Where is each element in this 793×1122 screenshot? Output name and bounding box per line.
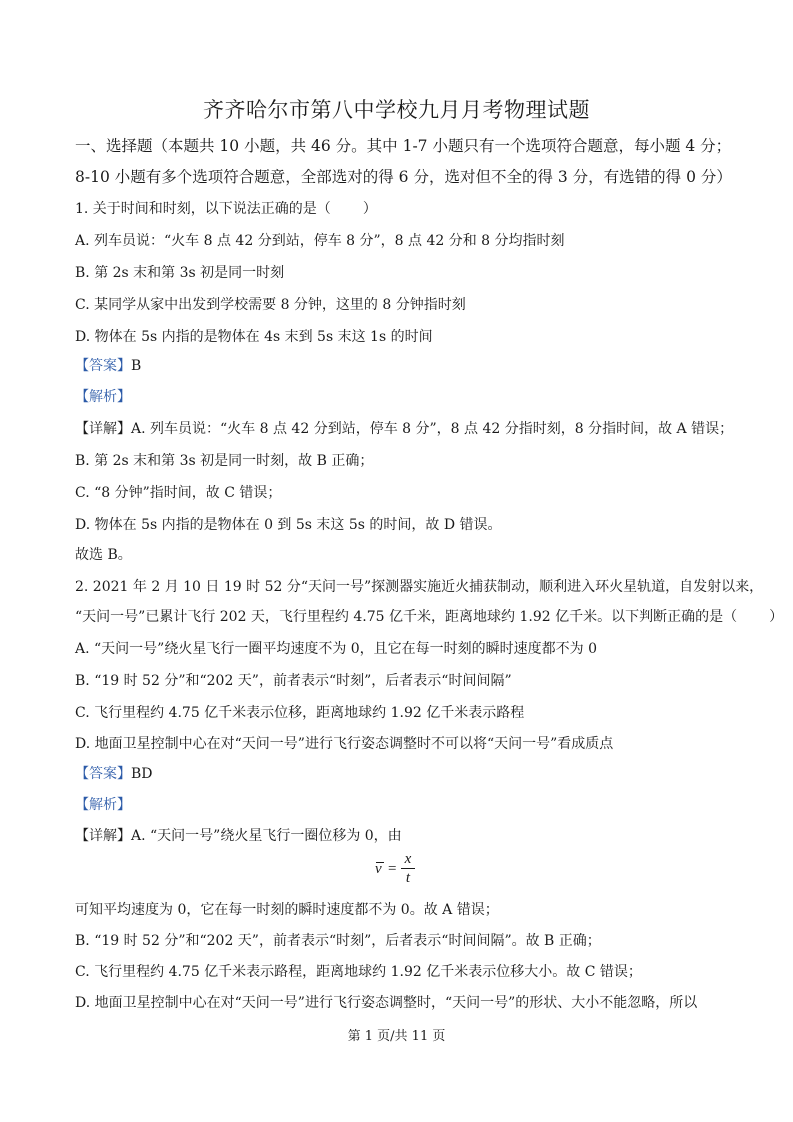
q1-option-c: C. 某同学从家中出发到学校需要 8 分钟，这里的 8 分钟指时刻 <box>75 297 466 313</box>
formula-lhs-symbol: v <box>375 861 382 877</box>
q2-stem-line2 <box>75 608 783 626</box>
q2-detail1-text: A. “天问一号”绕火星飞行一圈位移为 0，由 <box>131 828 402 844</box>
q2-detail4: C. 飞行里程约 4.75 亿千米表示路程，距离地球约 1.92 亿千米表示位移大小。故 C 错误； <box>75 964 642 980</box>
formula-denominator: t <box>405 870 411 886</box>
q1-answer <box>75 357 141 375</box>
formula-equals: = <box>388 861 397 877</box>
q1-detail1-text: A. 列车员说：“火车 8 点 42 分到站，停车 8 分”，8 点 42 分指时刻，8 分指时间，故 A 错误； <box>131 421 734 437</box>
q1-option-d: D. 物体在 5s 内指的是物体在 4s 末到 5s 末这 1s 的时间 <box>75 329 433 345</box>
q2-option-d: D. 地面卫星控制中心在对“天问一号”进行飞行姿态调整时不可以将“天问一号”看成质点 <box>75 736 614 752</box>
q1-answer-tag: 【答案】 <box>75 358 131 374</box>
q2-answer-tag: 【答案】 <box>75 766 131 782</box>
q1-detail2: B. 第 2s 末和第 3s 初是同一时刻，故 B 正确； <box>75 453 374 469</box>
q1-answer-value: B <box>131 358 142 374</box>
formula-lhs <box>375 861 382 878</box>
section-heading-line1: 一、选择题（本题共 10 小题，共 46 分。其中 1-7 小题只有一个选项符合题意，每小题 4 分； <box>75 137 732 155</box>
q1-analysis-label: 【解析】 <box>75 389 131 405</box>
q2-detail1 <box>75 827 402 845</box>
q1-stem-text: 1. 关于时间和时刻，以下说法正确的是（ <box>75 201 331 217</box>
q1-analysis-tag <box>75 388 131 406</box>
q2-detail-tag: 【详解】 <box>75 828 131 844</box>
q2-option-c: C. 飞行里程约 4.75 亿千米表示位移，距离地球约 1.92 亿千米表示路程 <box>75 705 525 721</box>
q2-detail5: D. 地面卫星控制中心在对“天问一号”进行飞行姿态调整时，“天问一号”的形状、大小不能忽略，所以 <box>75 995 698 1011</box>
q1-option-b: B. 第 2s 末和第 3s 初是同一时刻 <box>75 265 285 281</box>
q2-stem-line1: 2. 2021 年 2 月 10 日 19 时 52 分“天问一号”探测器实施近火捕获制动，顺利进入环火星轨道，自发射以来， <box>75 579 764 595</box>
q1-detail1 <box>75 420 733 438</box>
q2-detail2: 可知平均速度为 0，它在每一时刻的瞬时速度都不为 0。故 A 错误； <box>75 902 499 918</box>
q2-stem-end: ） <box>769 609 784 625</box>
q1-conclusion: 故选 B。 <box>75 547 132 563</box>
q2-option-b: B. “19 时 52 分”和“202 天”，前者表示“时刻”，后者表示“时间间隔” <box>75 673 512 689</box>
page-footer: 第 1 页/共 11 页 <box>347 1029 446 1044</box>
q1-stem <box>75 200 377 218</box>
q2-answer-value: BD <box>131 766 153 782</box>
q2-stem2-text: “天问一号”已累计飞行 202 天，飞行里程约 4.75 亿千米，距离地球约 1.92 亿千米。以下判断正确的是（ <box>75 609 738 625</box>
q2-analysis-tag <box>75 796 131 814</box>
q2-option-a: A. “天问一号”绕火星飞行一圈平均速度不为 0，且它在每一时刻的瞬时速度都不为 0 <box>75 641 598 657</box>
formula-fraction <box>401 851 415 886</box>
q1-detail-tag: 【详解】 <box>75 421 131 437</box>
q2-analysis-label: 【解析】 <box>75 797 131 813</box>
q1-option-a: A. 列车员说：“火车 8 点 42 分到站，停车 8 分”，8 点 42 分和 8 分均指时刻 <box>75 233 565 249</box>
q1-detail3: C. “8 分钟”指时间，故 C 错误； <box>75 485 282 501</box>
q2-detail3: B. “19 时 52 分”和“202 天”，前者表示“时刻”，后者表示“时间间隔”。故 B 正确； <box>75 933 601 949</box>
formula-numerator: x <box>404 851 412 867</box>
average-velocity-formula <box>375 851 435 891</box>
q1-stem-end: ） <box>362 201 377 217</box>
page-title: 齐齐哈尔市第八中学校九月月考物理试题 <box>203 98 590 122</box>
section-heading-line2: 8-10 小题有多个选项符合题意，全部选对的得 6 分，选对但不全的得 3 分，有选错的得 0 分） <box>75 168 732 186</box>
q2-answer <box>75 765 153 783</box>
q1-detail4: D. 物体在 5s 内指的是物体在 0 到 5s 末这 5s 的时间，故 D 错误。 <box>75 517 502 533</box>
